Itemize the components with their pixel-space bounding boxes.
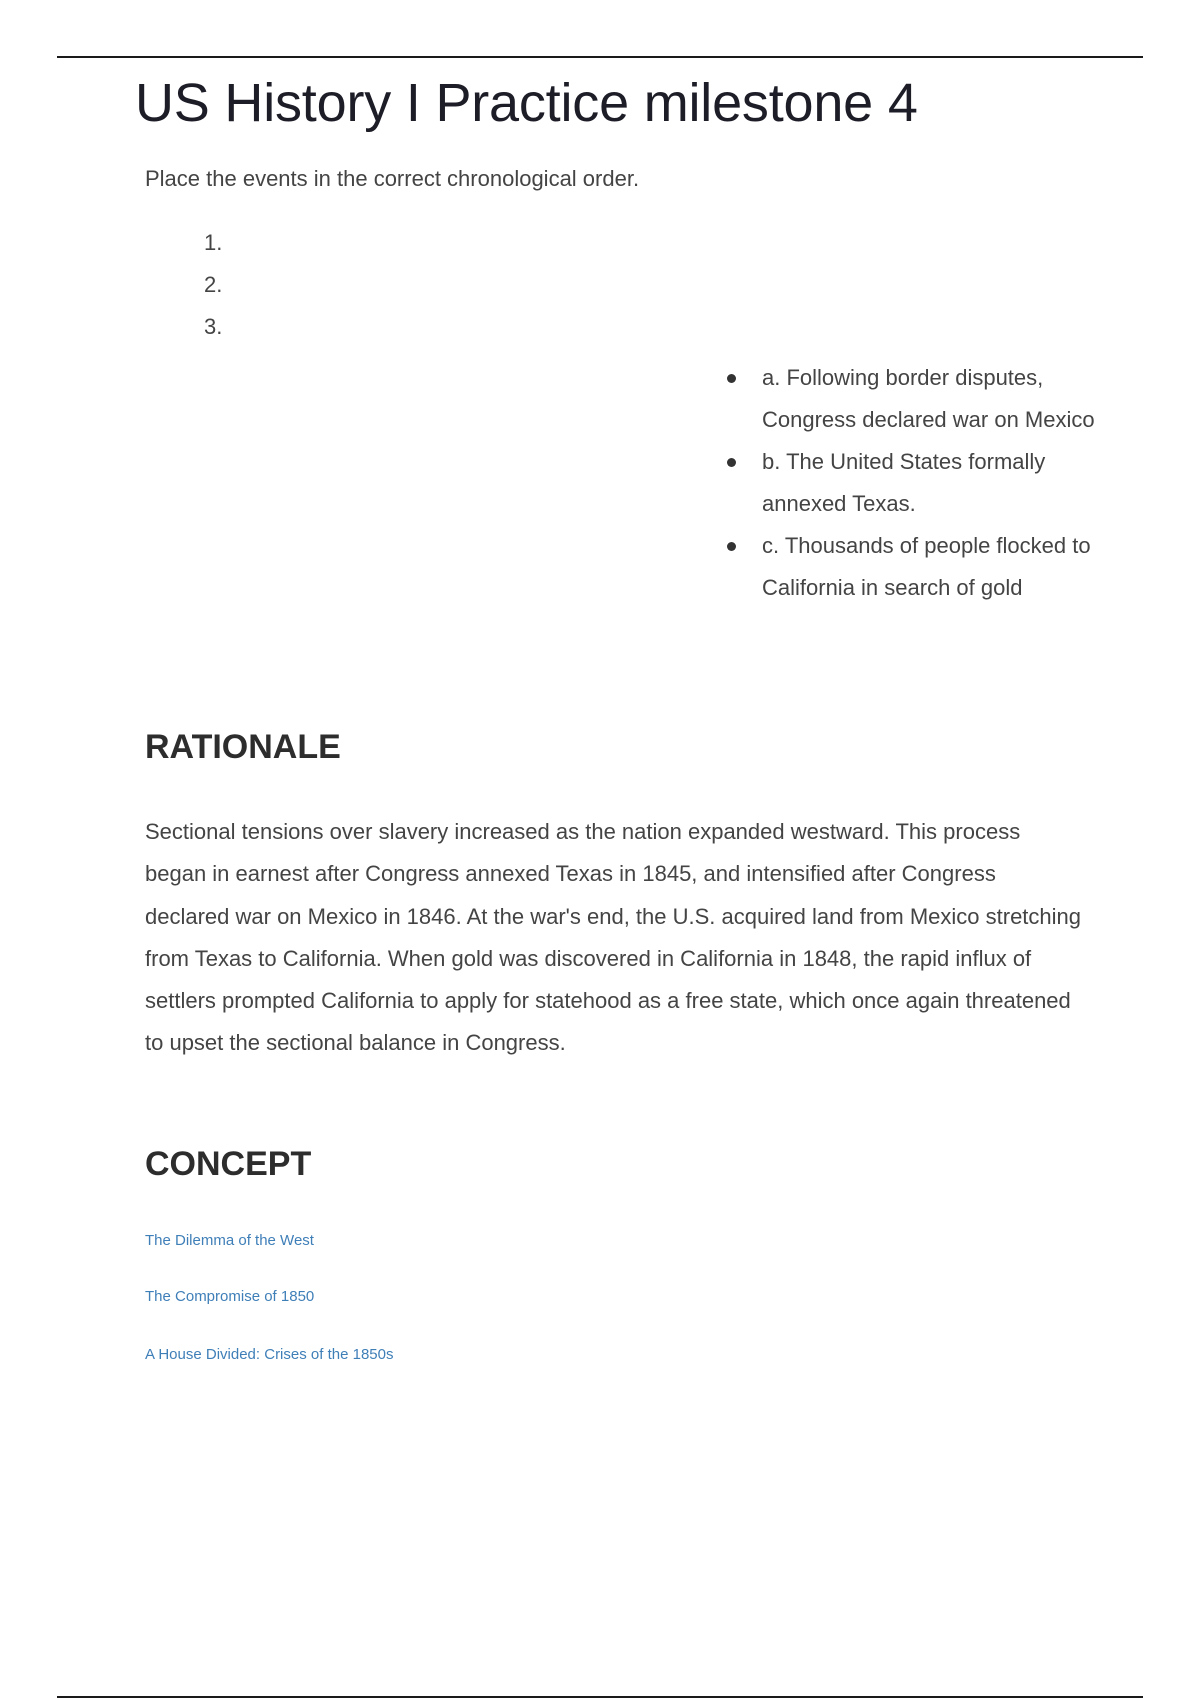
event-option-text: a. Following border disputes, Congress declared war on Mexico [762, 365, 1095, 432]
event-options-list [722, 357, 1132, 609]
bullet-icon [727, 542, 736, 551]
slot-number: 1. [204, 230, 223, 255]
question-prompt: Place the events in the correct chronological order. [145, 166, 640, 191]
event-option-b[interactable] [722, 441, 1132, 525]
top-divider [57, 56, 1143, 58]
bottom-divider [57, 1696, 1143, 1698]
concept-link-item [145, 1232, 314, 1250]
rationale-heading: RATIONALE [145, 728, 341, 766]
concept-heading: CONCEPT [145, 1145, 312, 1183]
event-option-c[interactable] [722, 525, 1132, 609]
bullet-icon [727, 458, 736, 467]
page-title: US History I Practice milestone 4 [135, 73, 918, 133]
slot-number: 3. [204, 314, 223, 339]
concept-link-house-divided[interactable]: A House Divided: Crises of the 1850s [145, 1346, 394, 1363]
concept-link-compromise-of-1850[interactable]: The Compromise of 1850 [145, 1288, 315, 1305]
concept-link-item [145, 1288, 314, 1306]
slot-number: 2. [204, 272, 223, 297]
rationale-text: Sectional tensions over slavery increased as the nation expanded westward. This process began in earnest after Congress annexed Texas in 1845, and intensified after Congress declared war on Mexico in 1846. At the war's end, the U.S. acquired land from Mexico stretching from Texas to California. When gold was discovered in California in 1848, the rapid influx of settlers prompted California to apply for statehood as a free state, which once again threatened to upset the sectional balance in Congress. [145, 819, 1082, 1056]
bullet-icon [727, 374, 736, 383]
concept-link-item [145, 1346, 393, 1364]
event-option-text: b. The United States formally annexed Texas. [762, 449, 1046, 516]
concept-link-dilemma-of-the-west[interactable]: The Dilemma of the West [145, 1232, 314, 1249]
event-option-a[interactable] [722, 357, 1132, 441]
event-option-text: c. Thousands of people flocked to California in search of gold [762, 533, 1091, 600]
